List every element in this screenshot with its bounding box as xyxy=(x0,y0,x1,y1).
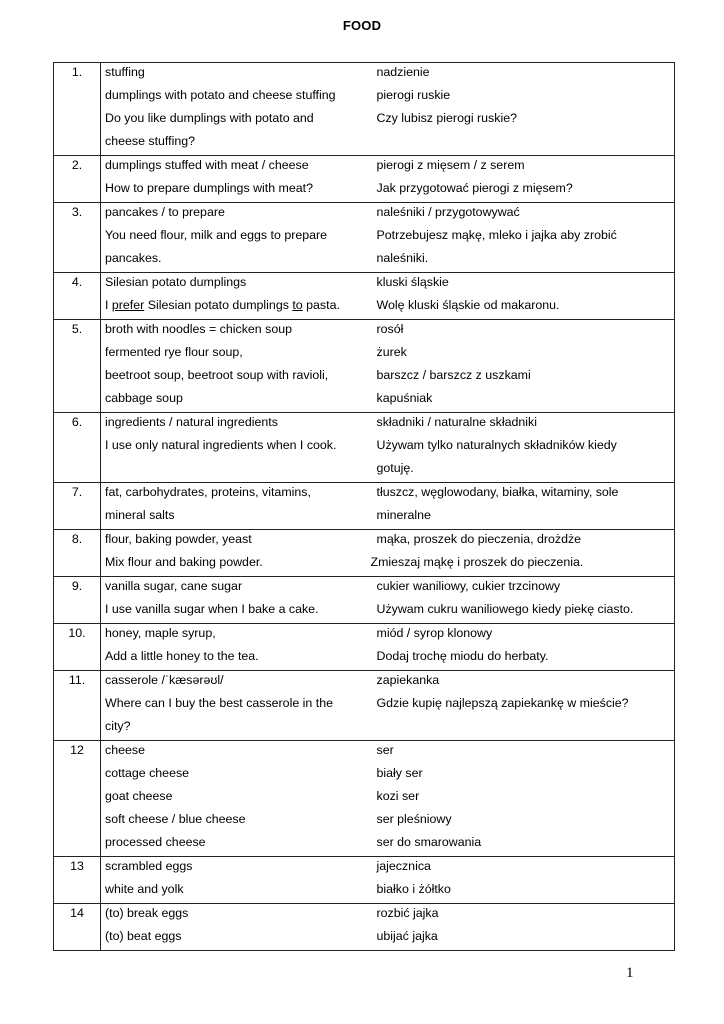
english-line: (to) break eggs xyxy=(105,906,189,920)
table-row xyxy=(54,671,675,741)
english-line: cabbage soup xyxy=(105,391,183,405)
english-cell xyxy=(101,320,373,413)
row-number xyxy=(54,320,101,413)
polish-line xyxy=(377,717,675,740)
polish-line: pierogi ruskie xyxy=(376,88,451,102)
polish-cell xyxy=(373,483,675,530)
polish-line: biały ser xyxy=(376,766,423,780)
english-line: broth with noodles = chicken soup xyxy=(105,322,293,336)
english-line: pancakes. xyxy=(105,251,162,265)
english-line: vanilla sugar, cane sugar xyxy=(105,579,243,593)
polish-line: Używam cukru waniliowego kiedy piekę ciasto. xyxy=(376,602,634,616)
table-row xyxy=(54,577,675,624)
polish-line: kozi ser xyxy=(376,789,420,803)
polish-line: ser pleśniowy xyxy=(376,812,452,826)
table-row xyxy=(54,156,675,203)
polish-line xyxy=(377,132,675,155)
polish-cell xyxy=(373,577,675,624)
english-line: honey, maple syrup, xyxy=(105,626,216,640)
row-number-text: 5. xyxy=(71,322,83,336)
polish-line: Zmieszaj mąkę i proszek do pieczenia. xyxy=(370,555,584,569)
polish-line: gotuję. xyxy=(376,461,414,475)
polish-line: tłuszcz, węglowodany, białka, witaminy, sole xyxy=(376,485,619,499)
english-cell xyxy=(101,483,373,530)
polish-cell xyxy=(373,904,675,951)
row-number xyxy=(54,577,101,624)
english-cell xyxy=(101,413,373,483)
polish-cell xyxy=(373,671,675,741)
polish-line: mineralne xyxy=(376,508,431,522)
english-cell xyxy=(101,530,373,577)
polish-line: ser do smarowania xyxy=(376,835,482,849)
table-row xyxy=(54,857,675,904)
row-number xyxy=(54,203,101,273)
polish-line: białko i żółtko xyxy=(376,882,451,896)
english-line: Add a little honey to the tea. xyxy=(105,649,259,663)
english-line: How to prepare dumplings with meat? xyxy=(105,181,313,195)
row-number xyxy=(54,624,101,671)
polish-cell xyxy=(373,320,675,413)
english-cell xyxy=(101,273,373,320)
polish-line: pierogi z mięsem / z serem xyxy=(376,158,525,172)
vocabulary-table-body xyxy=(54,63,675,951)
polish-line: kapuśniak xyxy=(376,391,433,405)
polish-line: ser xyxy=(376,743,394,757)
polish-line: Gdzie kupię najlepszą zapiekankę w mieście? xyxy=(376,696,629,710)
row-number-text: 13 xyxy=(70,859,84,873)
english-line: You need flour, milk and eggs to prepare xyxy=(105,228,328,242)
english-line: pancakes / to prepare xyxy=(105,205,225,219)
english-line: dumplings with potato and cheese stuffing xyxy=(105,88,336,102)
row-number xyxy=(54,63,101,156)
polish-line: barszcz / barszcz z uszkami xyxy=(376,368,531,382)
row-number xyxy=(54,273,101,320)
english-line: beetroot soup, beetroot soup with ravioli, xyxy=(105,368,329,382)
english-line: cheese stuffing? xyxy=(105,134,196,148)
english-cell xyxy=(101,156,373,203)
polish-line: żurek xyxy=(376,345,407,359)
polish-cell xyxy=(373,156,675,203)
polish-line: rozbić jajka xyxy=(376,906,439,920)
english-line: fat, carbohydrates, proteins, vitamins, xyxy=(105,485,311,499)
english-cell xyxy=(101,671,373,741)
row-number xyxy=(54,671,101,741)
english-line: white and yolk xyxy=(105,882,184,896)
row-number-text: 3. xyxy=(71,205,83,219)
polish-line: składniki / naturalne składniki xyxy=(376,415,537,429)
english-cell xyxy=(101,624,373,671)
table-row xyxy=(54,273,675,320)
vocabulary-table xyxy=(53,62,675,951)
table-row xyxy=(54,483,675,530)
english-cell xyxy=(101,577,373,624)
english-cell xyxy=(101,741,373,857)
row-number-text: 11. xyxy=(68,673,86,687)
row-number xyxy=(54,483,101,530)
polish-line: Czy lubisz pierogi ruskie? xyxy=(376,111,517,125)
english-line: Silesian potato dumplings xyxy=(105,275,247,289)
row-number xyxy=(54,741,101,857)
english-cell xyxy=(101,203,373,273)
english-line: city? xyxy=(105,719,131,733)
row-number-text: 6. xyxy=(71,415,83,429)
english-line: I prefer Silesian potato dumplings to pasta. xyxy=(105,298,340,312)
polish-line: kluski śląskie xyxy=(376,275,449,289)
table-row xyxy=(54,904,675,951)
polish-cell xyxy=(373,203,675,273)
polish-cell xyxy=(373,624,675,671)
english-line xyxy=(105,459,373,482)
polish-line: naleśniki. xyxy=(376,251,429,265)
english-line: cottage cheese xyxy=(105,766,190,780)
row-number-text: 14 xyxy=(70,906,84,920)
table-row xyxy=(54,203,675,273)
english-line: flour, baking powder, yeast xyxy=(105,532,252,546)
polish-line: Używam tylko naturalnych składników kiedy xyxy=(376,438,617,452)
english-line: processed cheese xyxy=(105,835,206,849)
row-number xyxy=(54,530,101,577)
row-number xyxy=(54,857,101,904)
english-line: mineral salts xyxy=(105,508,175,522)
row-number-text: 4. xyxy=(71,275,83,289)
polish-cell xyxy=(373,273,675,320)
english-line: casserole /ˈkæsərəʊl/ xyxy=(105,673,224,687)
row-number-text: 9. xyxy=(71,579,83,593)
table-row xyxy=(54,320,675,413)
polish-line: rosół xyxy=(376,322,404,336)
english-cell xyxy=(101,904,373,951)
row-number xyxy=(54,156,101,203)
english-line: goat cheese xyxy=(105,789,173,803)
row-number-text: 1. xyxy=(71,65,83,79)
polish-line: miód / syrop klonowy xyxy=(376,626,493,640)
polish-line: cukier waniliowy, cukier trzcinowy xyxy=(376,579,561,593)
polish-cell xyxy=(373,413,675,483)
polish-line: ubijać jajka xyxy=(376,929,438,943)
polish-cell xyxy=(373,857,675,904)
polish-line: zapiekanka xyxy=(376,673,440,687)
row-number xyxy=(54,413,101,483)
english-line: ingredients / natural ingredients xyxy=(105,415,278,429)
table-row xyxy=(54,624,675,671)
polish-cell xyxy=(373,741,675,857)
table-row xyxy=(54,741,675,857)
english-line: Mix flour and baking powder. xyxy=(105,555,263,569)
polish-line: Dodaj trochę miodu do herbaty. xyxy=(376,649,549,663)
english-line: I use vanilla sugar when I bake a cake. xyxy=(105,602,319,616)
polish-cell xyxy=(373,63,675,156)
table-row xyxy=(54,413,675,483)
page-number: 1 xyxy=(626,965,634,981)
row-number-text: 12 xyxy=(70,743,84,757)
row-number-text: 2. xyxy=(71,158,83,172)
table-row xyxy=(54,63,675,156)
row-number-text: 10. xyxy=(68,626,86,640)
english-cell xyxy=(101,63,373,156)
table-row xyxy=(54,530,675,577)
english-cell xyxy=(101,857,373,904)
english-line: dumplings stuffed with meat / cheese xyxy=(105,158,309,172)
english-line: cheese xyxy=(105,743,145,757)
page-title: FOOD xyxy=(342,18,382,33)
english-line: (to) beat eggs xyxy=(105,929,182,943)
english-line: fermented rye flour soup, xyxy=(105,345,243,359)
row-number xyxy=(54,904,101,951)
english-line: stuffing xyxy=(105,65,145,79)
english-line: scrambled eggs xyxy=(105,859,193,873)
polish-line: naleśniki / przygotowywać xyxy=(376,205,520,219)
polish-line: Jak przygotować pierogi z mięsem? xyxy=(376,181,573,195)
english-line: Do you like dumplings with potato and xyxy=(105,111,314,125)
polish-line: mąka, proszek do pieczenia, drożdże xyxy=(376,532,582,546)
row-number-text: 7. xyxy=(71,485,83,499)
polish-line: jajecznica xyxy=(376,859,431,873)
english-line: Where can I buy the best casserole in the xyxy=(105,696,333,710)
polish-line: Wolę kluski śląskie od makaronu. xyxy=(376,298,560,312)
polish-cell xyxy=(370,530,675,577)
english-line: soft cheese / blue cheese xyxy=(105,812,246,826)
english-line: I use only natural ingredients when I cook. xyxy=(105,438,337,452)
polish-line: nadzienie xyxy=(376,65,430,79)
row-number-text: 8. xyxy=(71,532,83,546)
polish-line: Potrzebujesz mąkę, mleko i jajka aby zrobić xyxy=(376,228,617,242)
